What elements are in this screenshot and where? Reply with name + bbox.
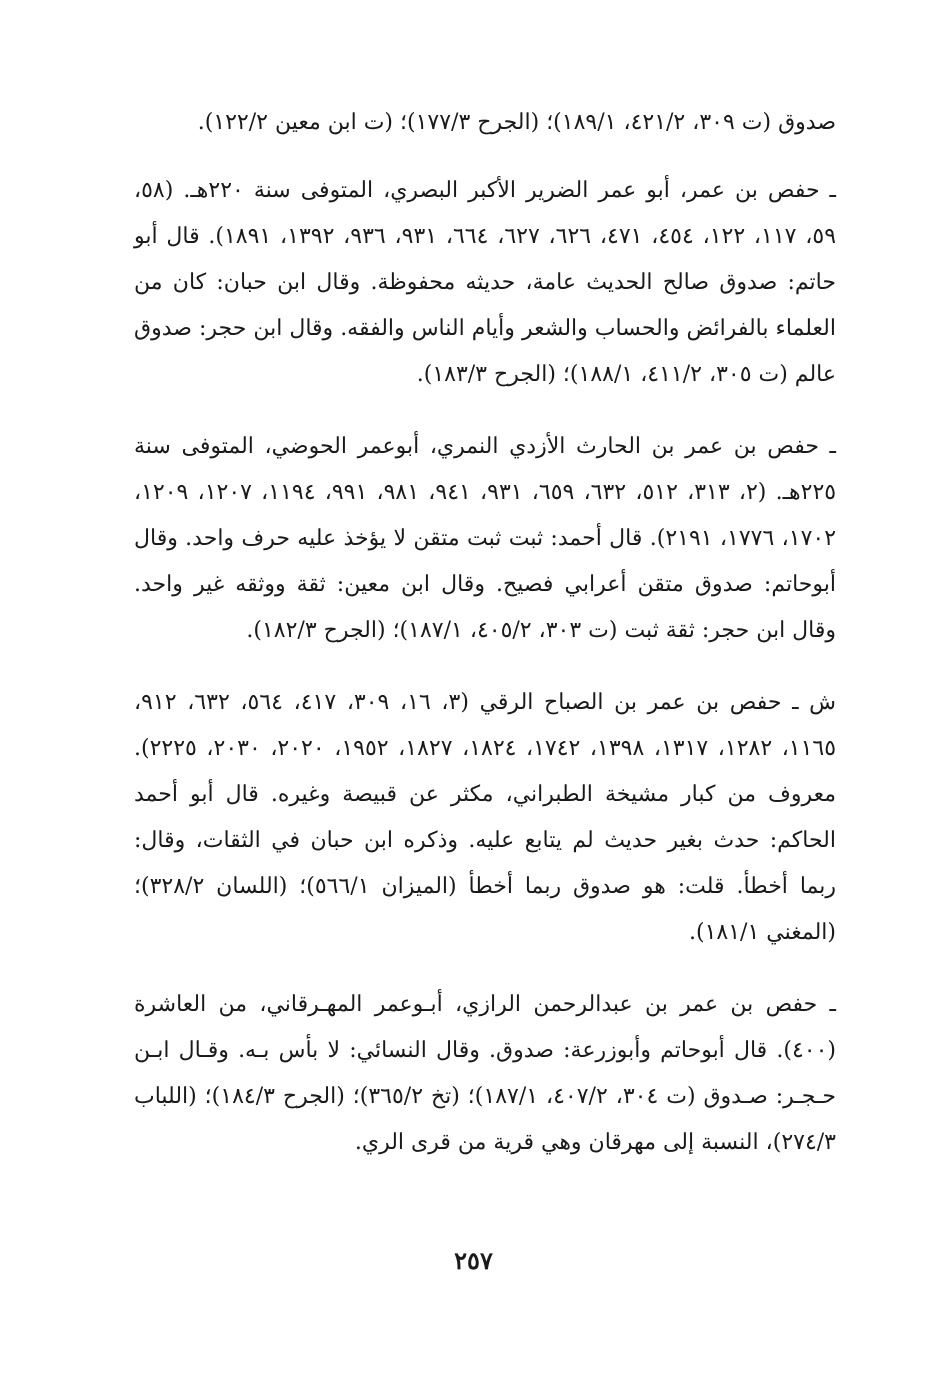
entry-hafs-ibn-umar-al-darir: ـ حفص بن عمر، أبو عمر الضرير الأكبر البصري، المتوفى سنة ٢٢٠هـ. (٥٨، ٥٩، ١١٧، ١٢٢، ٤٥٤، ٤٧١، ٦٢٦، ٦٢٧، ٦٦٤، ٩٣١، ٩٣٦، ١٣٩٢، ١٨٩١). قال أبو حاتم: صدوق صالح الحديث عامة، حديثه محفوظة. وقال ابن حبان: كان من العلماء بالفرائض والحساب والشعر وأيام الناس والفقه. وقال ابن حجر: صدوق عالم (ت ٣٠٥، ٤١١/٢، ١٨٨/١)؛ (الجرح ١٨٣/٣). <box>134 178 837 387</box>
entry-continuation: صدوق (ت ٣٠٩، ٤٢١/٢، ١٨٩/١)؛ (الجرح ١٧٧/٣)؛ (ت ابن معين ١٢٢/٢). <box>197 110 836 135</box>
entry-hafs-ibn-umar-al-raqqi: ش ـ حفص بن عمر بن الصباح الرقي (٣، ١٦، ٣٠٩، ٤١٧، ٥٦٤، ٦٣٢، ٩١٢، ١١٦٥، ١٢٨٢، ١٣١٧، ١٣٩٨، ١٧٤٢، ١٨٢٤، ١٨٢٧، ١٩٥٢، ٢٠٢٠، ٢٠٣٠، ٢٢٢٥). معروف من كبار مشيخة الطبراني، مكثر عن قبيصة وغيره. قال أبو أحمد الحاكم: حدث بغير حديث لم يتابع عليه. وذكره ابن حبان في الثقات، وقال: ربما أخطأ. قلت: هو صدوق ربما أخطأ (الميزان ٥٦٦/١)؛ (اللسان ٣٢٨/٢)؛ (المغني ١٨١/١). <box>134 690 837 945</box>
page-body <box>134 100 836 1192</box>
entry-hafs-ibn-umar-al-hawdi: ـ حفص بن عمر بن الحارث الأزدي النمري، أبوعمر الحوضي، المتوفى سنة ٢٢٥هـ. (٢، ٣١٣، ٥١٢، ٦٣٢، ٦٥٩، ٩٣١، ٩٤١، ٩٨١، ٩٩١، ١١٩٤، ١٢٠٧، ١٢٠٩، ١٧٠٢، ١٧٧٦، ٢١٩١). قال أحمد: ثبت ثبت متقن لا يؤخذ عليه حرف واحد. وقال أبوحاتم: صدوق متقن أعرابي فصيح. وقال ابن معين: ثقة ووثقه غير واحد. وقال ابن حجر: ثقة ثبت (ت ٣٠٣، ٤٠٥/٢، ١٨٧/١)؛ (الجرح ١٨٢/٣). <box>134 434 837 643</box>
page-number: ٢٥٧ <box>454 1246 493 1275</box>
entry-hafs-ibn-umar-al-razi: ـ حفص بن عمر بن عبدالرحمن الرازي، أبـوعمر المهـرقاني، من العاشرة (٤٠٠). قال أبوحاتم وأبوزرعة: صدوق. وقال النسائي: لا بأس بـه. وقـال ابـن حـجـر: صـدوق (ت ٣٠٤، ٤٠٧/٢، ١٨٧/١)؛ (تخ ٣٦٥/٢)؛ (الجرح ١٨٤/٣)؛ (اللباب ٢٧٤/٣)، النسبة إلى مهرقان وهي قرية من قرى الري. <box>134 992 837 1155</box>
